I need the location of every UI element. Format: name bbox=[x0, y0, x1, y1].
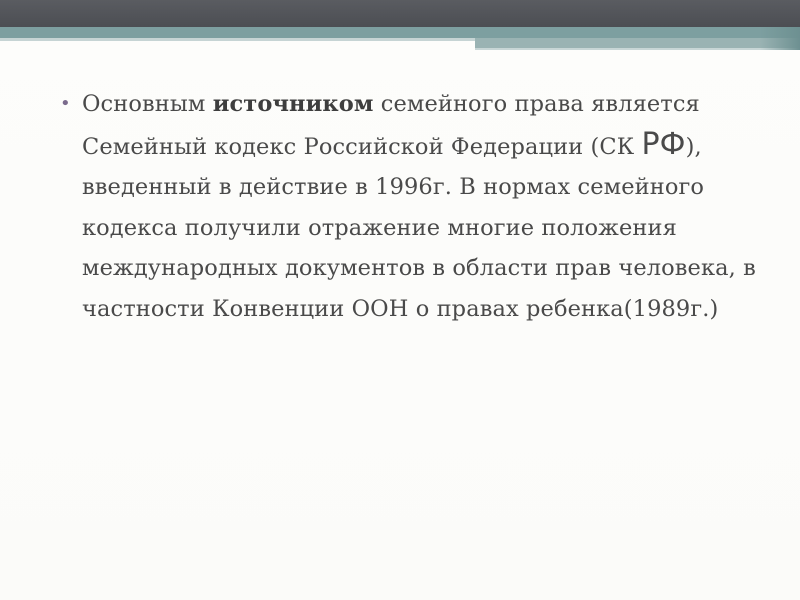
accent-stripe-lower bbox=[475, 38, 800, 48]
bullet-paragraph bbox=[60, 84, 760, 329]
emphasized-word: источником bbox=[212, 91, 374, 117]
slide-content bbox=[60, 84, 760, 329]
paragraph-text-start: Основным bbox=[82, 91, 213, 117]
accent-thin-stripe bbox=[475, 48, 800, 50]
paragraph-text-end: ), введенный в действие в 1996г. В нормах семейного кодекса получили отражение многие положения международных документов в области прав человека, в частности Конвенции ООН о правах ребенка(1989г.) bbox=[82, 133, 756, 322]
header-bar bbox=[0, 0, 800, 27]
accent-stripe bbox=[0, 27, 800, 38]
accent-corner-shade bbox=[760, 27, 800, 50]
abbreviation-rf: РФ bbox=[641, 126, 686, 162]
bullet-icon: • bbox=[60, 93, 71, 114]
accent-light-stripe bbox=[0, 38, 475, 41]
paragraph-text-middle: семейного права является Семейный кодекс Российской Федерации (СК bbox=[82, 91, 700, 160]
